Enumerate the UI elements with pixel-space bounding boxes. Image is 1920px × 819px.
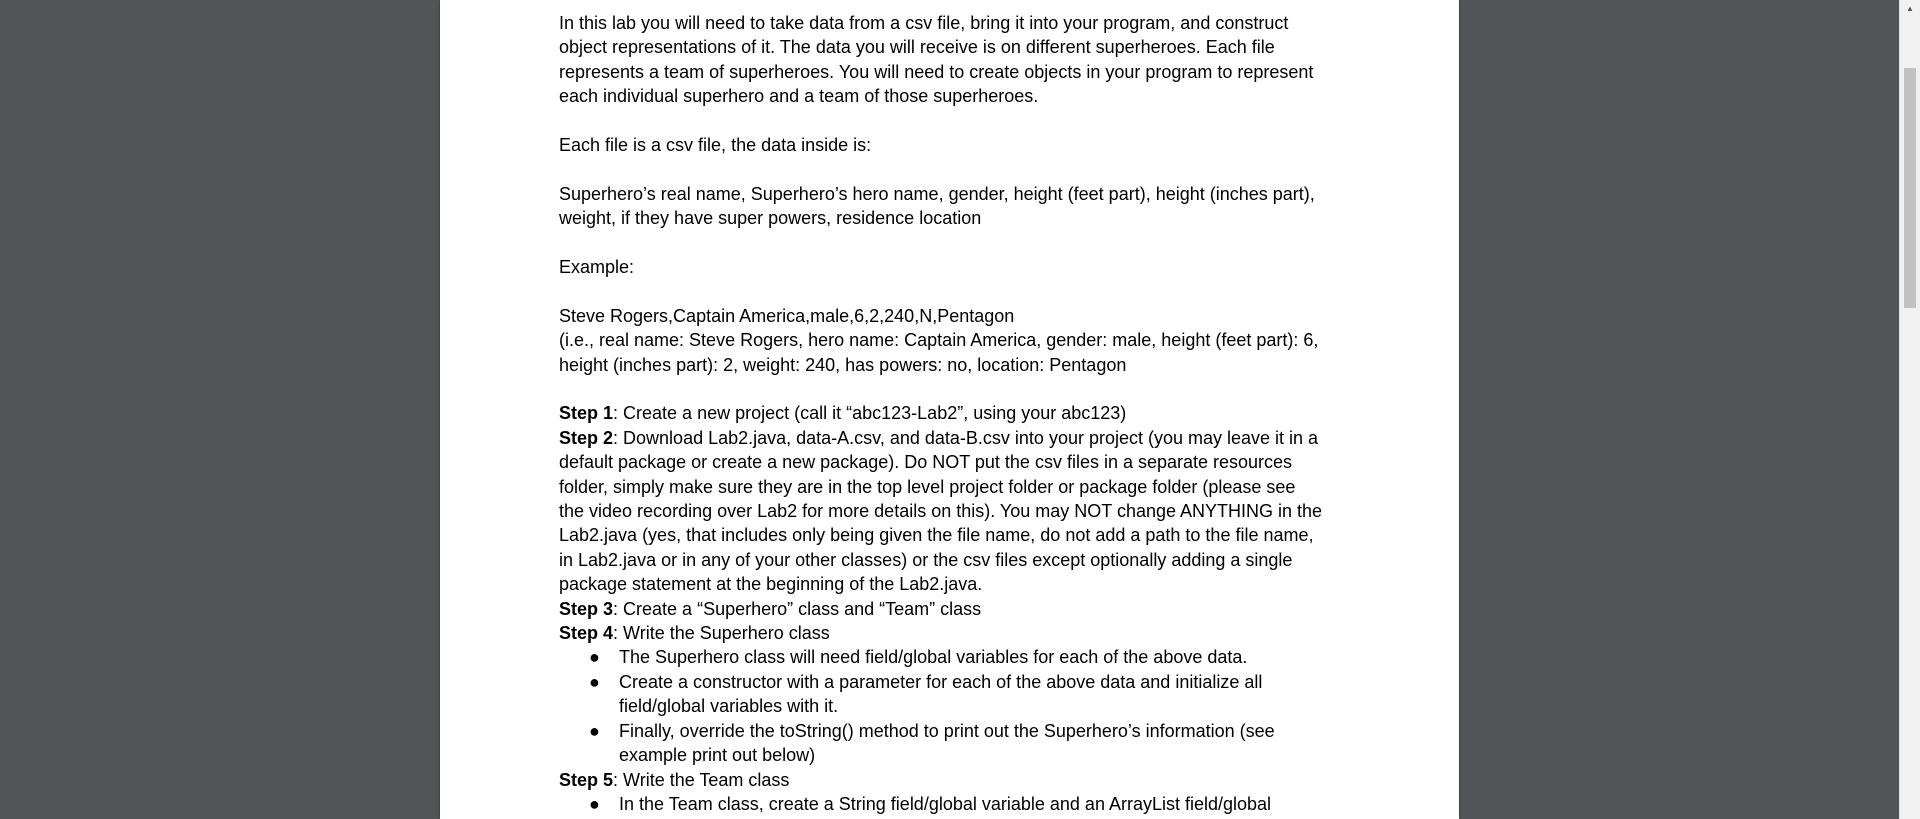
bullet-icon: ●	[589, 793, 600, 814]
intro-line-1: In this lab you will need to take data from a csv file, bring it into your program, and construct	[559, 13, 1289, 33]
example-explanation-line-2: height (inches part): 2, weight: 240, has powers: no, location: Pentagon	[559, 354, 1127, 375]
paragraph-gap	[559, 157, 1349, 181]
paragraph-gap	[559, 377, 1349, 401]
step-5-text: : Write the Team class	[613, 769, 790, 790]
list-item	[559, 719, 1349, 768]
example-csv-line: Steve Rogers,Captain America,male,6,2,240,N,Pentagon	[559, 305, 1015, 326]
intro-line-3: represents a team of superheroes. You will need to create objects in your program to represent	[559, 61, 1314, 82]
example-label: Example:	[559, 257, 635, 278]
fields-line-1: Superhero’s real name, Superhero’s hero name, gender, height (feet part), height (inches part),	[559, 183, 1315, 204]
each-file-text: Each file is a csv file, the data inside is:	[559, 135, 872, 156]
paragraph-gap	[559, 231, 1349, 255]
list-item	[559, 645, 1349, 669]
intro-line-4: each individual superhero and a team of those superheroes.	[559, 86, 1039, 107]
step-4	[559, 621, 1349, 645]
paragraph-gap	[559, 109, 1349, 133]
document-page	[440, 0, 1459, 819]
fields-line-2: weight, if they have super powers, residence location	[559, 208, 982, 229]
step-3-label: Step 3	[559, 598, 614, 619]
document-content	[559, 11, 1349, 816]
example-explanation-line-1: (i.e., real name: Steve Rogers, hero name: Captain America, gender: male, height (feet part): 6,	[559, 330, 1319, 351]
bullet-icon: ●	[589, 720, 600, 741]
step-5	[559, 768, 1349, 792]
step-1-text: : Create a new project (call it “abc123-Lab2”, using your abc123)	[613, 403, 1127, 424]
step-3	[559, 597, 1349, 621]
step-5-bullet-list	[559, 792, 1349, 816]
step-2-line-6: in Lab2.java or in any of your other classes) or the csv files except optionally adding a single	[559, 549, 1293, 570]
bullet-icon: ●	[589, 671, 600, 692]
paragraph-gap	[559, 279, 1349, 303]
step-2	[559, 426, 1349, 450]
list-item	[559, 670, 1349, 719]
step-2-line-1: : Download Lab2.java, data-A.csv, and data-B.csv into your project (you may leave it in a	[613, 427, 1319, 448]
step-5-label: Step 5	[559, 769, 614, 790]
vertical-scrollbar[interactable]	[1899, 0, 1920, 819]
bullet-line: In the Team class, create a String field/global variable and an ArrayList field/global	[619, 793, 1272, 814]
bullet-line: Create a constructor with a parameter for each of the above data and initialize all	[619, 671, 1263, 692]
step-2-line-3: folder, simply make sure they are in the top level project folder or package folder (please see	[559, 476, 1296, 497]
step-2-label: Step 2	[559, 427, 614, 448]
step-2-line-2: default package or create a new package). Do NOT put the csv files in a separate resources	[559, 452, 1293, 473]
bullet-line: example print out below)	[619, 745, 816, 766]
step-1	[559, 401, 1349, 425]
step-2-line-4: the video recording over Lab2 for more details on this). You may NOT change ANYTHING in the	[559, 501, 1323, 522]
step-4-label: Step 4	[559, 623, 614, 644]
list-item	[559, 792, 1349, 816]
bullet-line: field/global variables with it.	[619, 696, 839, 717]
step-2-line-5: Lab2.java (yes, that includes only being given the file name, do not add a path to the file name,	[559, 525, 1314, 546]
step-4-bullet-list	[559, 645, 1349, 767]
step-4-text: : Write the Superhero class	[613, 623, 830, 644]
scroll-up-arrow-icon[interactable]: ▲	[1906, 4, 1914, 13]
bullet-line: Finally, override the toString() method to print out the Superhero’s information (see	[619, 720, 1275, 741]
intro-line-2: object representations of it. The data you will receive is on different superheroes. Each file	[559, 37, 1275, 58]
step-3-text: : Create a “Superhero” class and “Team” class	[613, 598, 982, 619]
step-1-label: Step 1	[559, 403, 614, 424]
bullet-icon: ●	[589, 647, 600, 668]
scrollbar-thumb[interactable]	[1904, 68, 1916, 308]
bullet-line: The Superhero class will need field/global variables for each of the above data.	[619, 647, 1248, 668]
step-2-line-7: package statement at the beginning of the Lab2.java.	[559, 574, 983, 595]
